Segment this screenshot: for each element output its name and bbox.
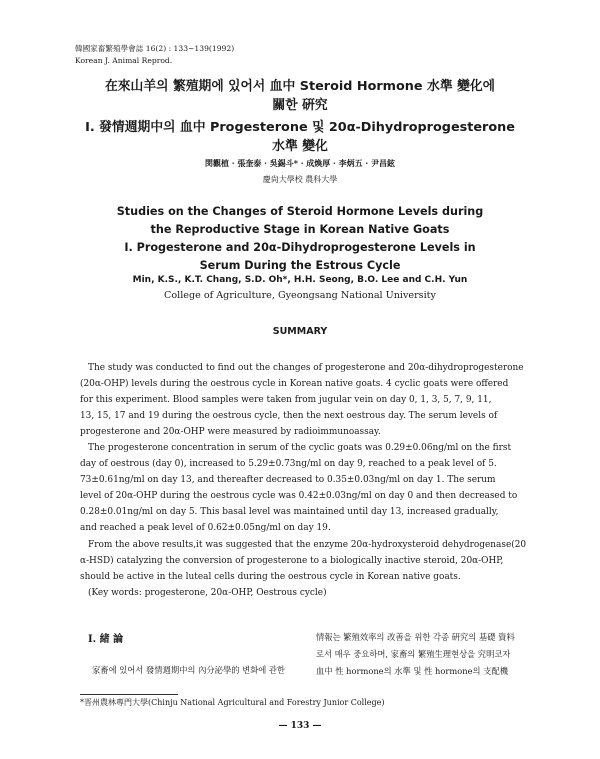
abstract-line: level of 20α-OHP during the oestrous cycle was 0.42±0.03ng/ml on day 0 and then decreased to — [80, 491, 518, 501]
english-affiliation: College of Agriculture, Gyeongsang National University — [164, 290, 436, 301]
korean-title-line-1: 在來山羊의 繁殖期에 있어서 血中 Steroid Hormone 水準 變化에 — [104, 79, 496, 94]
abstract-line: 13, 15, 17 and 19 during the oestrous cycle, then the next oestrous day. The serum levels of — [80, 411, 498, 421]
english-title-line-1: Studies on the Changes of Steroid Hormone Levels during — [116, 205, 484, 218]
journal-header — [75, 43, 234, 66]
abstract-line: should be active in the luteal cells during the oestrous cycle in Korean native goats. — [80, 572, 461, 582]
abstract-line: α-HSD) catalyzing the conversion of progesterone to a biologically inactive steroid, 20α-OHP, — [80, 556, 504, 566]
abstract-line: The study was conducted to find out the changes of progesterone and 20α-dihydroprogesterone — [88, 363, 524, 373]
abstract-line: The progesterone concentration in serum of the cyclic goats was 0.29±0.06ng/ml on the first — [88, 443, 512, 453]
korean-subtitle-line-2: 水準 變化 — [272, 139, 328, 154]
abstract-line: and reached a peak level of 0.62±0.05ng/ml on day 19. — [80, 523, 331, 533]
abstract-line: (20α-OHP) levels during the oestrous cycle in Korean native goats. 4 cyclic goats were offered — [80, 379, 509, 389]
abstract-line: From the above results,it was suggested that the enzyme 20α-hydroxysteroid dehydrogenase(20 — [88, 540, 527, 550]
korean-authors: 閔觀植 · 張奎泰 · 吳錫斗* · 成煥厚 · 李炳五 · 尹昌鉉 — [205, 158, 395, 168]
page-number: — 133 — — [278, 721, 322, 731]
english-subtitle-line-2: Serum During the Estrous Cycle — [199, 259, 401, 272]
english-title-line-2: the Reproductive Stage in Korean Native Goats — [150, 223, 450, 236]
keywords: (Key words: progesterone, 20α-OHP, Oestrous cycle) — [88, 588, 327, 598]
abstract-line: 73±0.61ng/ml on day 13, and thereafter decreased to 0.35±0.03ng/ml on day 1. The serum — [80, 475, 496, 485]
journal-name-en: Korean J. Animal Reprod. — [75, 55, 173, 65]
korean-subtitle-line-1: Ⅰ. 發情週期中의 血中 Progesterone 및 20α-Dihydroprogesterone — [85, 120, 515, 135]
abstract-line: progesterone and 20α-OHP were measured by radioimmunoassay. — [80, 427, 381, 437]
summary-heading: SUMMARY — [272, 326, 328, 337]
intro-left-line: 家畜에 있어서 發情週期中의 內分泌學的 변화에 관한 — [92, 665, 285, 675]
korean-title-line-2: 關한 硏究 — [272, 98, 328, 113]
intro-right-line: 情報는 繁殖效率의 改善을 위한 각종 硏究의 基礎 資料 — [316, 632, 515, 642]
abstract-line: 0.28±0.01ng/ml on day 5. This basal level was maintained until day 13, increased gradually, — [80, 507, 499, 517]
footnote: *晋州農林專門大學(Chinju National Agricultural and Forestry Junior College) — [80, 698, 385, 707]
english-subtitle-line-1: Ⅰ. Progesterone and 20α-Dihydroprogesterone Levels in — [124, 241, 476, 254]
abstract-line: day of oestrous (day 0), increased to 5.29±0.73ng/ml on day 9, reached to a peak level of 5. — [80, 459, 497, 469]
intro-right-line: 로서 매우 중요하며, 家畜의 繁殖生理현상을 究明코자 — [316, 649, 511, 659]
journal-citation: 韓國家畜繁殖學會誌 16(2) : 133~139(1992) — [75, 44, 235, 53]
intro-right-line: 血中 性 hormone의 水準 및 性 hormone의 支配機 — [316, 666, 509, 676]
abstract-line: for this experiment. Blood samples were taken from jugular vein on day 0, 1, 3, 5, 7, 9, 11, — [80, 395, 492, 405]
footnote-divider — [80, 694, 178, 695]
korean-affiliation: 慶尙大學校 農科大學 — [262, 175, 338, 184]
section-heading-introduction: Ⅰ. 緒 論 — [88, 634, 124, 645]
english-authors: Min, K.S., K.T. Chang, S.D. Oh*, H.H. Seong, B.O. Lee and C.H. Yun — [132, 275, 468, 285]
